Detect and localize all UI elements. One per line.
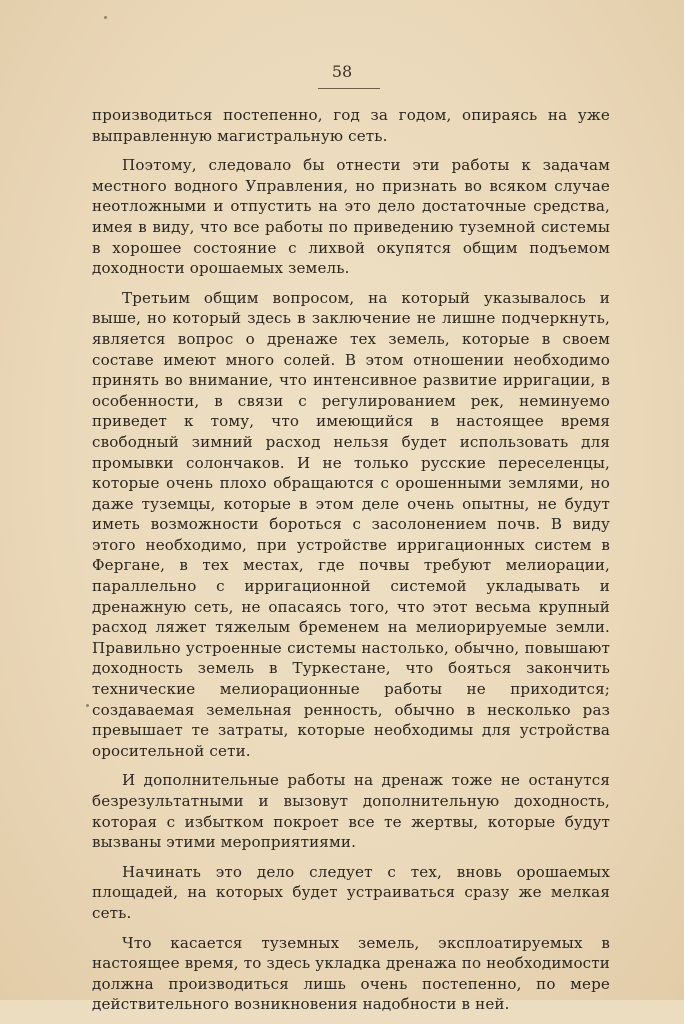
paragraph-5: Начинать это дело следует с тех, вновь орошаемых площадей, на которых будет устраиваться сразу же мелкая сеть. xyxy=(92,862,610,922)
page-number: 58 xyxy=(331,62,353,81)
ink-speck xyxy=(86,704,89,707)
paragraph-4: И дополнительные работы на дренаж тоже не останутся безрезультатными и вызовут дополнительную доходность, которая с избытком покроет все те жертвы, которые будут вызваны этими мероприятиями. xyxy=(92,771,610,852)
body-text xyxy=(92,105,610,1024)
paragraph-2: Поэтому, следовало бы отнести эти работы к задачам местного водного Управления, но признать во всяком случае неотложными и отпустить на это дело достаточные средства, имея в виду, что все работы по приведению туземной системы в хорошее состояние с лихвой окупятся общим подъемом доходности орошаемых земель. xyxy=(92,156,610,278)
paragraph-3: Третьим общим вопросом, на который указывалось и выше, но который здесь в заключение не лишне подчеркнуть, является вопрос о дренаже тех земель, которые в своем составе имеют много солей. В этом отношении необходимо принять во внимание, что интенсивное развитие ирригации, в особенности, в связи с регулированием рек, неминуемо приведет к тому, что имеющийся в настоящее время свободный зимний расход нельзя будет использовать для промывки солончаков. И не только русские переселенцы, которые очень плохо обращаются с орошенными землями, но даже туземцы, которые в этом деле очень опытны, не будут иметь возможности бороться с засолонением почв. В виду этого необходимо, при устройстве ирригационных систем в Фергане, в тех местах, где почвы требуют мелиорации, параллельно с ирригационной системой укладывать и дренажную сеть, не опасаясь того, что этот весьма крупный расход ляжет тяжелым бременем на мелиорируемые земли. Правильно устроенные системы настолько, обычно, повышают доходность земель в Туркестане, что бояться закончить технические мелиорационные работы не приходится; создаваемая земельная ренность, обычно в несколько раз превышает те затраты, которые необходимы для устройства оросительной сети. xyxy=(92,288,610,760)
ink-speck xyxy=(104,16,107,19)
page-number-underline xyxy=(318,88,380,89)
paragraph-6: Что касается туземных земель, эксплоатируемых в настоящее время, то здесь укладка дренажа по необходимости должна производиться лишь очень постепенно, по мере действительного возникновения надобности в ней. xyxy=(92,933,610,1014)
paragraph-1: производиться постепенно, год за годом, опираясь на уже выправленную магистральную сеть. xyxy=(92,106,610,145)
